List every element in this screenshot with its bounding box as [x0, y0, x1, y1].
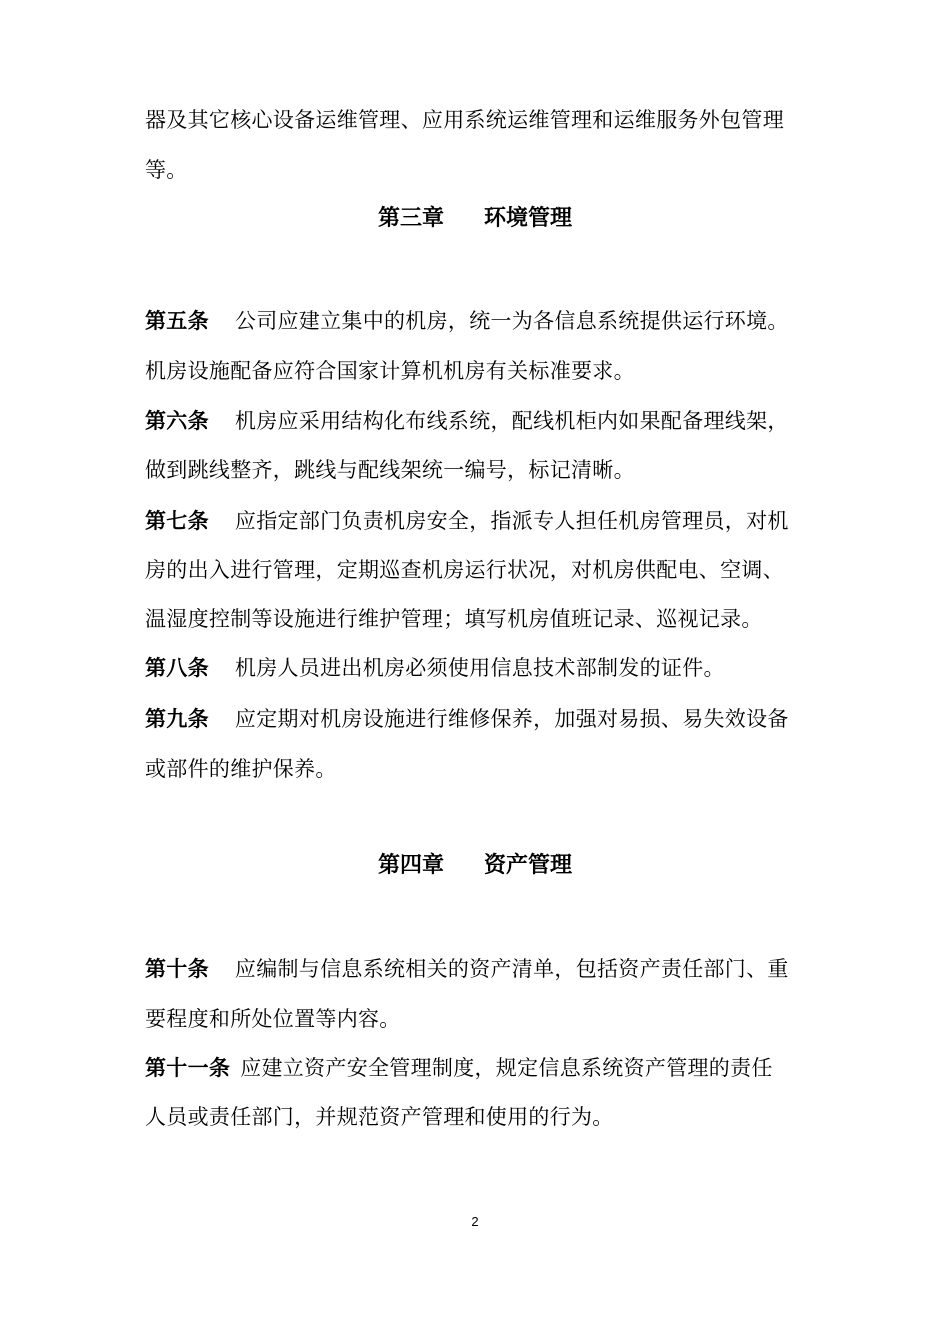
article-9-text-1: 应定期对机房设施进行维修保养，加强对易损、易失效设备: [234, 707, 789, 731]
article-7-text-1: 应指定部门负责机房安全，指派专人担任机房管理员，对机: [234, 509, 789, 533]
article-6-text-1: 机房应采用结构化布线系统，配线机柜内如果配备理线架，: [234, 409, 789, 433]
article-9-line-2: 或部件的维护保养。: [145, 757, 337, 781]
article-10-line-1: [145, 954, 815, 984]
article-5-line-2: 机房设施配备应符合国家计算机机房有关标准要求。: [145, 359, 635, 383]
chapter-3-number: 第三章: [377, 205, 444, 231]
page-number: 2: [471, 1214, 479, 1229]
article-11-line-1: [145, 1053, 815, 1083]
article-11-label: 第十一条: [145, 1055, 231, 1080]
article-6-label: 第六条: [145, 408, 209, 433]
article-10-line-2: 要程度和所处位置等内容。: [145, 1007, 401, 1031]
chapter-3-heading: [0, 202, 950, 234]
article-7-line-3: 温湿度控制等设施进行维护管理；填写机房值班记录、巡视记录。: [145, 607, 763, 631]
article-10-text-1: 应编制与信息系统相关的资产清单，包括资产责任部门、重: [234, 957, 789, 981]
article-7-line-2: 房的出入进行管理，定期巡查机房运行状况，对机房供配电、空调、: [145, 558, 784, 582]
chapter-4-heading: [0, 849, 950, 881]
article-10-label: 第十条: [145, 956, 209, 981]
article-5-line-1: [145, 306, 815, 336]
chapter-4-title: 资产管理: [484, 852, 573, 878]
article-8-text-1: 机房人员进出机房必须使用信息技术部制发的证件。: [234, 656, 725, 680]
article-9-line-1: [145, 704, 815, 734]
article-11-line-2: 人员或责任部门，并规范资产管理和使用的行为。: [145, 1105, 614, 1129]
intro-line-1: 器及其它核心设备运维管理、应用系统运维管理和运维服务外包管理: [145, 108, 784, 132]
article-11-text-1: 应建立资产安全管理制度，规定信息系统资产管理的责任: [240, 1056, 773, 1080]
article-8-label: 第八条: [145, 655, 209, 680]
article-5-label: 第五条: [145, 308, 209, 333]
article-7-label: 第七条: [145, 508, 209, 533]
article-6-line-1: [145, 406, 815, 436]
article-5-text-1: 公司应建立集中的机房，统一为各信息系统提供运行环境。: [234, 309, 789, 333]
chapter-3-title: 环境管理: [484, 205, 573, 231]
intro-line-2: 等。: [145, 158, 188, 182]
article-7-line-1: [145, 506, 815, 536]
article-6-line-2: 做到跳线整齐，跳线与配线架统一编号，标记清晰。: [145, 458, 635, 482]
article-9-label: 第九条: [145, 706, 209, 731]
article-8-line-1: [145, 653, 815, 683]
chapter-4-number: 第四章: [377, 852, 444, 878]
